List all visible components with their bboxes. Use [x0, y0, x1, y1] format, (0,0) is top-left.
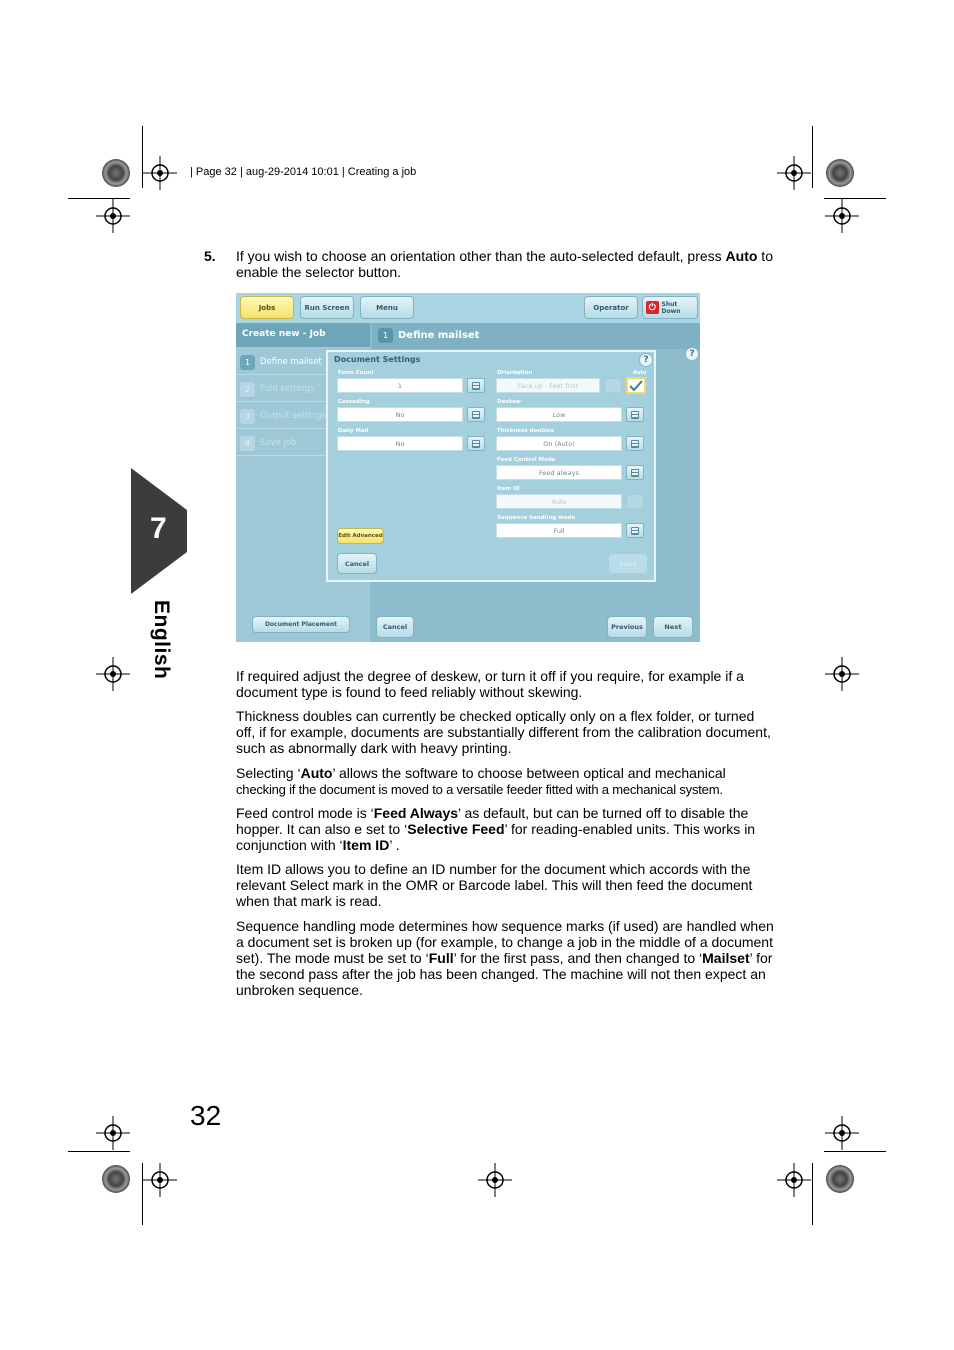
paragraph-feed-control — [236, 805, 776, 853]
bold-text: Item ID — [342, 837, 390, 853]
crop-line — [68, 1151, 130, 1152]
shut-down-button[interactable] — [642, 296, 698, 319]
document-settings-dialog — [326, 350, 656, 582]
crop-line — [824, 198, 886, 199]
app-screenshot — [236, 293, 700, 642]
bold-text: Auto — [300, 765, 333, 781]
language-label — [141, 600, 181, 690]
text: ’ for the second pass after the job has been changed. The machine will not then expect an unbroken sequence. — [236, 950, 773, 998]
list-icon — [472, 411, 480, 419]
menu-button[interactable]: Menu — [360, 296, 414, 319]
sequence-handling-mode-label: Sequence handling mode — [497, 515, 576, 521]
paragraph-thickness: Thickness doubles can currently be checked optically only on a flex folder, or turned off, if for example, documents are substantially different from the calibration document, such as abnormally dark with heavy printing. — [236, 708, 771, 756]
feed-control-mode-picker[interactable] — [626, 465, 644, 480]
orientation-field[interactable]: Face up - Feet first — [496, 378, 600, 393]
previous-button[interactable]: Previous — [607, 616, 647, 638]
crop-line — [142, 1163, 143, 1225]
main-title: Define mailset — [398, 330, 480, 341]
thickness-doubles-picker[interactable] — [626, 436, 644, 451]
step-text — [236, 248, 776, 280]
thickness-doubles-field[interactable]: On (Auto) — [496, 436, 622, 451]
thickness-doubles-label: Thickness doubles — [497, 428, 555, 434]
shut-down-label: Shut Down — [661, 300, 681, 315]
step-badge: 4 — [240, 436, 255, 451]
registration-target-icon — [825, 657, 859, 691]
registration-dot — [826, 159, 854, 187]
cascading-field[interactable]: No — [337, 407, 463, 422]
dialog-title: Document Settings — [334, 355, 421, 364]
cascading-picker[interactable] — [467, 407, 485, 422]
registration-dot — [826, 1165, 854, 1193]
step-bold: Auto — [725, 248, 758, 264]
item-id-field[interactable]: Auto — [496, 494, 622, 509]
language-label-text: English — [150, 600, 173, 680]
daily-mail-picker[interactable] — [467, 436, 485, 451]
bottom-bar — [236, 609, 700, 642]
wizard-step-label: Define mailset — [260, 357, 322, 367]
feed-control-mode-field[interactable]: Feed always — [496, 465, 622, 480]
wizard-step-label: Save job — [260, 438, 297, 448]
crop-line — [812, 126, 813, 188]
step-number: 5. — [204, 248, 216, 264]
text: checking if the document is moved to a versatile feeder fitted with a mechanical system. — [236, 782, 723, 797]
auto-checkbox[interactable] — [626, 377, 646, 394]
dialog-help-icon[interactable]: ? — [639, 353, 653, 367]
main-header — [372, 323, 700, 349]
text: Selecting ‘ — [236, 765, 301, 781]
deskew-field[interactable]: Low — [496, 407, 622, 422]
registration-target-icon — [777, 156, 811, 190]
crop-line — [824, 1151, 886, 1152]
text: ’ as default, but can be turned off to disable the hopper. It can also e set to ‘ — [236, 805, 749, 837]
registration-target-icon — [96, 1116, 130, 1150]
crop-line — [812, 1163, 813, 1225]
bold-text: Selective Feed — [407, 821, 505, 837]
text: ’ for the first pass, and then changed to ‘ — [453, 950, 703, 966]
step-badge: 1 — [240, 355, 255, 370]
registration-target-icon — [143, 1163, 177, 1197]
top-bar — [236, 293, 700, 323]
help-icon[interactable]: ? — [685, 347, 699, 361]
main-step-badge: 1 — [378, 328, 393, 343]
edit-advanced-button[interactable]: Edit Advanced — [337, 528, 384, 544]
registration-target-icon — [777, 1163, 811, 1197]
text: Sequence handling mode determines how sequence marks (if used) are handled when a document set is broken up (for example, to change a job in the middle of a document set). The mode must be set to ‘ — [236, 918, 774, 966]
wizard-step-label: Fold settings — [260, 384, 315, 394]
wizard-title: Create new - Job — [236, 323, 370, 347]
step-text-start: If you wish to choose an orientation other than the auto-selected default, press — [236, 248, 726, 264]
dialog-cancel-button[interactable]: Cancel — [337, 553, 377, 574]
form-count-picker[interactable] — [467, 378, 485, 393]
bold-text: Feed Always — [373, 805, 459, 821]
registration-dot — [102, 1165, 130, 1193]
daily-mail-field[interactable]: No — [337, 436, 463, 451]
list-icon — [472, 440, 480, 448]
bold-text: Mailset — [702, 950, 750, 966]
cascading-label: Cascading — [338, 399, 370, 405]
list-icon — [631, 440, 639, 448]
form-count-label: Form Count — [338, 370, 374, 376]
text: Feed control mode is ‘ — [236, 805, 374, 821]
text: ’ . — [389, 837, 400, 853]
bold-text: Full — [428, 950, 454, 966]
deskew-picker[interactable] — [626, 407, 644, 422]
page-header: | Page 32 | aug-29-2014 10:01 | Creating a job — [190, 166, 417, 178]
cancel-button[interactable]: Cancel — [376, 616, 414, 638]
orientation-label: Orientation — [497, 370, 533, 376]
item-id-label: Item ID — [497, 486, 520, 492]
checkmark-icon — [629, 380, 643, 392]
sequence-handling-mode-field[interactable]: Full — [496, 523, 622, 538]
registration-target-icon — [825, 1116, 859, 1150]
registration-target-icon — [825, 199, 859, 233]
step-badge: 2 — [240, 382, 255, 397]
daily-mail-label: Daily Mail — [338, 428, 369, 434]
registration-target-icon — [96, 657, 130, 691]
paragraph-item-id: Item ID allows you to define an ID number for the document which accords with the relevant Select mark in the OMR or Barcode label. This will then feed the document when that mark is read. — [236, 861, 753, 909]
operator-button[interactable]: Operator — [584, 296, 638, 319]
list-icon — [631, 411, 639, 419]
wizard-step-label: Output settings — [260, 411, 327, 421]
step-badge: 3 — [240, 409, 255, 424]
step-text-end: to enable the selector button. — [236, 248, 773, 280]
registration-dot — [102, 159, 130, 187]
chapter-number: 7 — [150, 512, 167, 545]
registration-target-icon — [143, 156, 177, 190]
sequence-handling-mode-picker[interactable] — [626, 523, 644, 538]
jobs-button[interactable]: Jobs — [240, 296, 294, 319]
paragraph-sequence — [236, 918, 776, 998]
crop-line — [68, 198, 130, 199]
paragraph-deskew: If required adjust the degree of deskew, or turn it off if you require, for example if a document type is found to feed reliably without skewing. — [236, 668, 744, 700]
deskew-label: Deskew — [497, 399, 521, 405]
next-button[interactable]: Next — [653, 616, 693, 638]
list-icon — [631, 469, 639, 477]
feed-control-mode-label: Feed Control Mode — [497, 457, 556, 463]
list-icon — [472, 382, 480, 390]
power-icon: ⏻ — [646, 301, 659, 314]
page-number: 32 — [190, 1100, 222, 1131]
text: ’ allows the software to choose between optical and mechanical — [332, 765, 726, 781]
dialog-save-button[interactable]: Save — [608, 553, 648, 574]
orientation-picker[interactable] — [604, 378, 622, 393]
form-count-field[interactable]: 1 — [337, 378, 463, 393]
crop-line — [142, 126, 143, 188]
item-id-picker[interactable] — [626, 494, 644, 509]
registration-target-icon — [96, 199, 130, 233]
registration-target-icon — [478, 1163, 512, 1197]
document-placement-button[interactable]: Document Placement — [252, 616, 350, 633]
text: ’ for reading-enabled units. This works in conjunction with ‘ — [236, 821, 756, 853]
paragraph-auto — [236, 765, 776, 798]
run-screen-button[interactable]: Run Screen — [300, 296, 354, 319]
list-icon — [631, 527, 639, 535]
auto-label: Auto — [633, 370, 647, 376]
